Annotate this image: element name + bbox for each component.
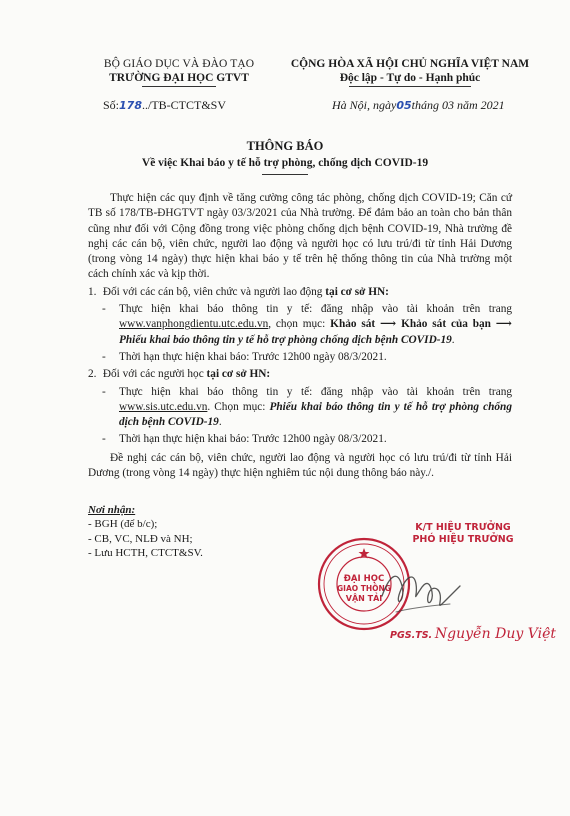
section-lead-location: tại cơ sở HN: bbox=[325, 285, 389, 298]
subtitle-underline bbox=[262, 174, 308, 175]
motto-underline bbox=[349, 86, 471, 87]
menu-survey: Khảo sát bbox=[330, 318, 376, 331]
signatory-title-line1: K/T HIỆU TRƯỞNG bbox=[415, 522, 511, 533]
intro-paragraph: Thực hiện các quy định về tăng cường công tác phòng, chống dịch COVID-19; Căn cứ TB số 178/TB-ĐHGTVT ngày 03/3/2021 của Nhà trường. Để đảm bảo an toàn cho bản thân cũng như đối với Cộng đồng trong việc phòng chống dịch bệnh COVID-19, Nhà trường đề nghị các cán bộ, viên chức, người lao động và người học có lưu trú/đi từ tỉnh Hải Dương (trong vòng 14 ngày) thực hiện khai báo y tế trên hệ thống thông tin của Nhà trường một cách chính xác và kịp thời. bbox=[88, 192, 512, 281]
date-prefix: Hà Nội, ngày bbox=[332, 98, 397, 112]
arrow-icon: ⟶ bbox=[490, 318, 512, 331]
national-header bbox=[290, 57, 530, 87]
staff-instruction bbox=[88, 302, 512, 348]
seal-text-line1: ĐẠI HỌC bbox=[343, 574, 385, 584]
student-deadline: - Thời hạn thực hiện khai báo: Trước 12h00 ngày 08/3/2021. bbox=[88, 432, 512, 447]
doc-number-handwritten: 178 bbox=[119, 99, 142, 112]
issuer-header bbox=[94, 57, 264, 87]
instruction-text: . bbox=[218, 416, 222, 429]
student-portal-link[interactable]: www.sis.utc.edu.vn bbox=[119, 400, 208, 413]
signer-title-prefix: PGS.TS. bbox=[390, 630, 433, 641]
issuer-underline bbox=[142, 86, 216, 87]
instruction-text: . Chọn mục: bbox=[207, 400, 270, 413]
instruction-text: Thực hiện khai báo thông tin y tế: đăng nhập vào tài khoản trên trang bbox=[119, 385, 512, 398]
menu-your-survey: Khảo sát của bạn bbox=[401, 318, 491, 331]
date-handwritten-day: 05 bbox=[396, 99, 412, 112]
recipients-block bbox=[88, 503, 203, 561]
section-lead: Đối với các cán bộ, viên chức và người lao động bbox=[102, 285, 326, 298]
section-number: 2. bbox=[88, 368, 97, 381]
date-suffix: tháng 03 năm 2021 bbox=[411, 98, 505, 112]
recipient-item: - BGH (để b/c); bbox=[88, 518, 158, 531]
student-instruction bbox=[88, 385, 512, 431]
health-form-name: Phiếu khai báo thông tin y tế hỗ trợ phòng chống dịch bệnh COVID-19 bbox=[119, 333, 452, 346]
staff-deadline: - Thời hạn thực hiện khai báo: Trước 12h00 ngày 08/3/2021. bbox=[88, 350, 512, 365]
recipients-label: Nơi nhận: bbox=[88, 504, 136, 516]
school-name: TRƯỜNG ĐẠI HỌC GTVT bbox=[109, 72, 249, 84]
recipient-item: - CB, VC, NLĐ và NH; bbox=[88, 532, 193, 545]
section-students bbox=[88, 367, 512, 382]
document-number bbox=[103, 98, 226, 113]
staff-portal-link[interactable]: www.vanphongdientu.utc.edu.vn bbox=[119, 318, 269, 331]
section-staff bbox=[88, 285, 512, 300]
closing-paragraph: Đề nghị các cán bộ, viên chức, người lao động và người học có lưu trú/đi từ tỉnh Hải Dương (trong vòng 14 ngày) thực hiện nghiêm túc nội dung thông báo này./. bbox=[88, 451, 512, 480]
instruction-text: , chọn mục: bbox=[268, 318, 331, 331]
section-lead-location: tại cơ sở HN: bbox=[206, 368, 271, 381]
section-number: 1. bbox=[88, 285, 97, 298]
seal-text-line3: VẬN TẢI bbox=[345, 594, 383, 603]
health-form-name: Phiếu khai báo thông tin y tế hỗ trợ phòng chống dịch bệnh COVID-19 bbox=[119, 400, 512, 429]
recipient-item: - Lưu HCTH, CTCT&SV. bbox=[88, 547, 203, 560]
document-title: THÔNG BÁO bbox=[246, 139, 324, 153]
ministry-name: BỘ GIÁO DỤC VÀ ĐÀO TẠO bbox=[103, 58, 255, 70]
country-name: CỘNG HÒA XÃ HỘI CHỦ NGHĨA VIỆT NAM bbox=[290, 58, 530, 70]
doc-number-prefix: Số: bbox=[103, 98, 120, 112]
document-subtitle: Về việc Khai báo y tế hỗ trợ phòng, chống dịch COVID-19 bbox=[141, 157, 429, 169]
signatory-title-line2: PHÓ HIỆU TRƯỞNG bbox=[412, 534, 514, 545]
handwritten-signature bbox=[376, 556, 466, 626]
instruction-text: Thực hiện khai báo thông tin y tế: đăng nhập vào tài khoản trên trang bbox=[119, 303, 512, 316]
signer-full-name: Nguyễn Duy Việt bbox=[434, 626, 556, 642]
national-motto: Độc lập - Tự do - Hạnh phúc bbox=[339, 72, 481, 84]
document-body bbox=[88, 191, 512, 481]
doc-number-suffix: ../TB-CTCT&SV bbox=[141, 98, 226, 112]
section-lead: Đối với các người học bbox=[102, 368, 207, 381]
signatory-title bbox=[398, 522, 528, 546]
issue-date bbox=[332, 98, 505, 113]
arrow-icon: ⟶ bbox=[375, 318, 402, 331]
signer-name bbox=[390, 626, 556, 642]
instruction-text: . bbox=[451, 333, 455, 346]
seal-text-line2: GIAO THÔNG bbox=[337, 584, 391, 593]
